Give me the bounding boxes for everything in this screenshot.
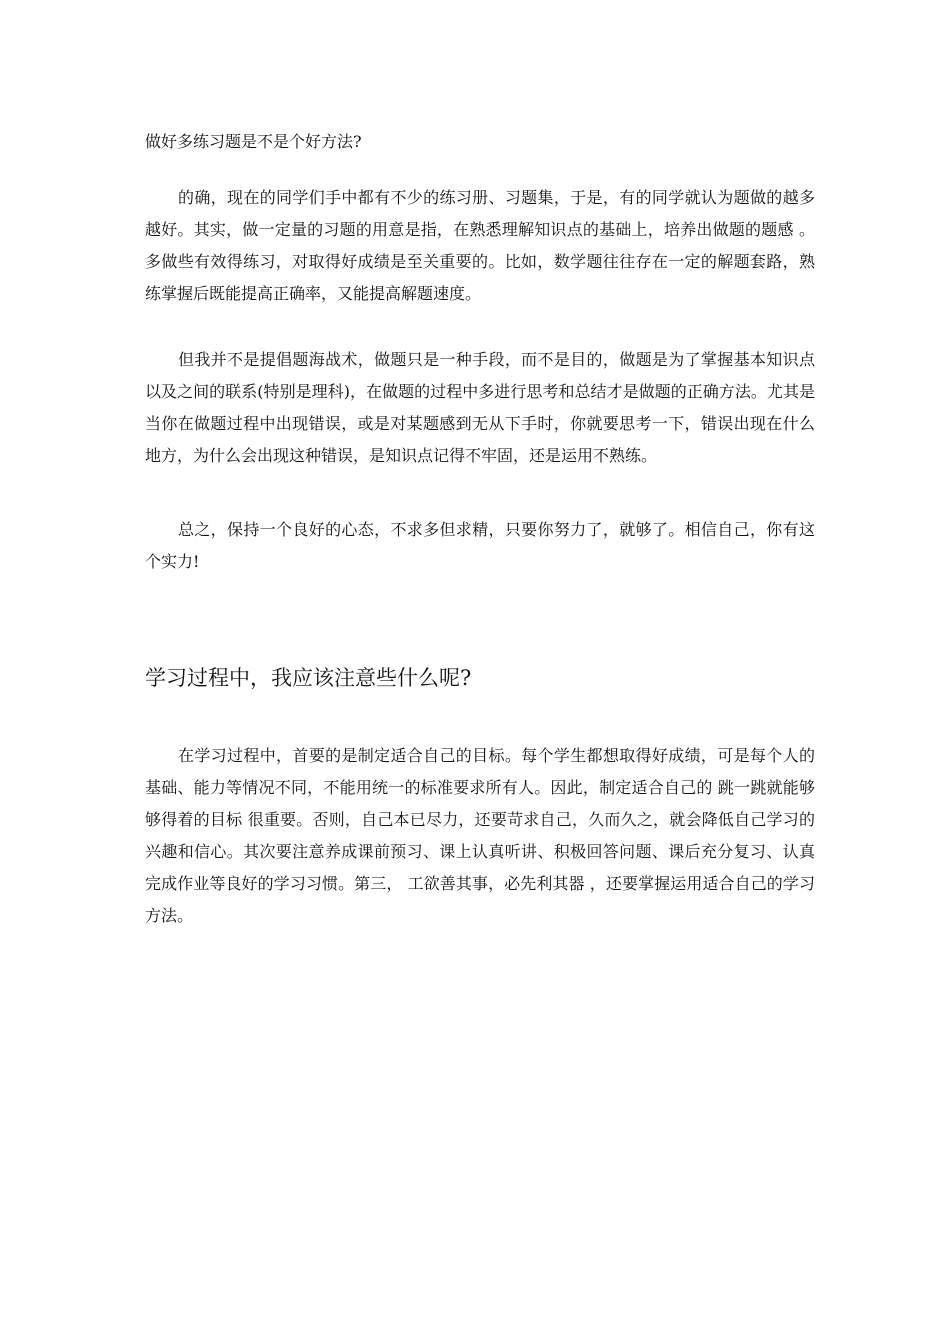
paragraph-learning-goals: 在学习过程中，首要的是制定适合自己的目标。每个学生都想取得好成绩，可是每个人的基础、能力等情况不同，不能用统一的标准要求所有人。因此，制定适合自己的 跳一跳就能够够得着的目标 很重要。否则，自己本已尽力，还要苛求自己，久而久之，就会降低自己学习的兴趣和信心。其次要注意养成课前预习、课上认真听讲、积极回答问题、课后充分复习、认真完成作业等良好的学习习惯。第三， 工欲善其事，必先利其器 ，还要掌握运用适合自己的学习方法。 — [145, 746, 815, 925]
paragraph-no-question-sea: 但我并不是提倡题海战术，做题只是一种手段，而不是目的，做题是为了掌握基本知识点以及之间的联系(特别是理科)，在做题的过程中多进行思考和总结才是做题的正确方法。尤其是当你在做题过程中出现错误，或是对某题感到无从下手时，你就要思考一下，错误出现在什么地方，为什么会出现这种错误，是知识点记得不牢固，还是运用不熟练。 — [145, 350, 815, 465]
section-heading: 学习过程中，我应该注意些什么呢? — [145, 666, 472, 690]
question-title: 做好多练习题是不是个好方法? — [145, 132, 362, 151]
paragraph-practice-amount: 的确，现在的同学们手中都有不少的练习册、习题集，于是，有的同学就认为题做的越多越好。其实，做一定量的习题的用意是指，在熟悉理解知识点的基础上，培养出做题的题感 。多做些有效得练习，对取得好成绩是至关重要的。比如，数学题往往存在一定的解题套路，熟练掌握后既能提高正确率，又能提高解题速度。 — [145, 188, 815, 303]
paragraph-conclusion: 总之，保持一个良好的心态，不求多但求精，只要你努力了，就够了。相信自己，你有这个实力! — [145, 520, 815, 571]
